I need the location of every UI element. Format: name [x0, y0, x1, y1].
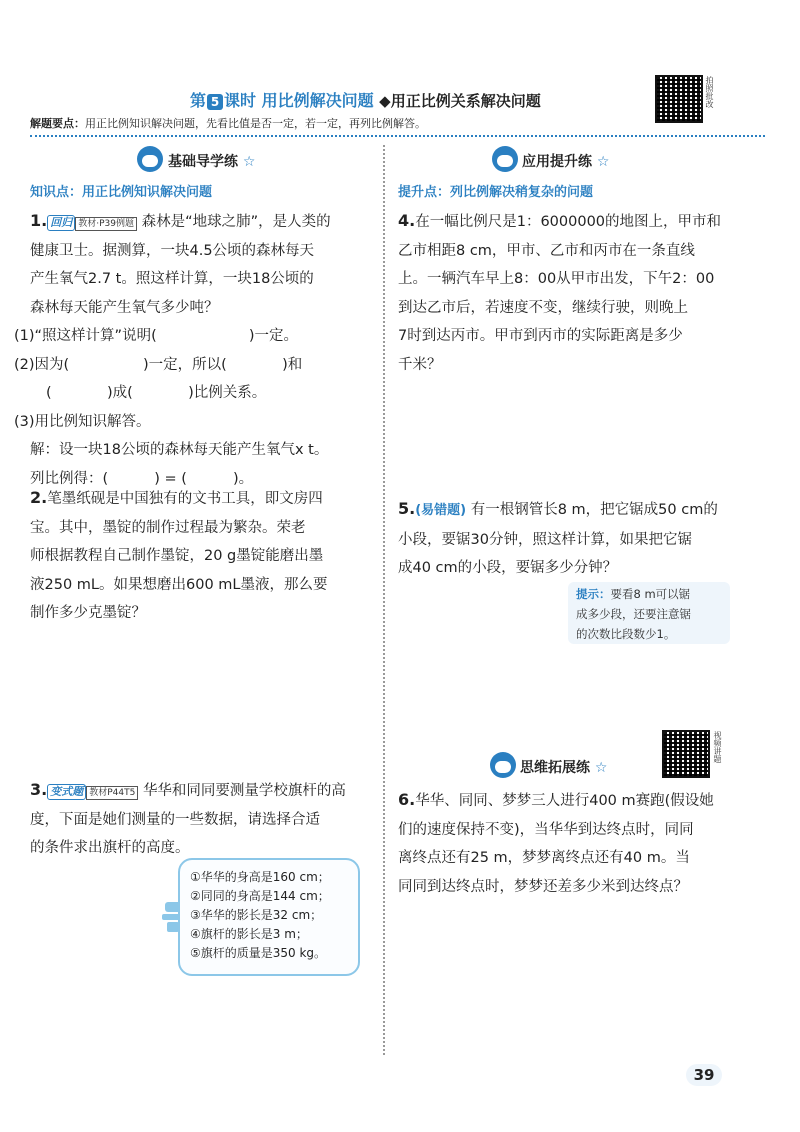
- question-4: [398, 207, 768, 379]
- q1-tag2: 教材·P39例题: [75, 217, 137, 231]
- star-icon: ☆: [594, 760, 608, 776]
- data-item-4: ④旗杆的影长是3 m；: [190, 927, 308, 941]
- q1-sub-2a: (2)因为( )一定，所以( )和: [14, 356, 303, 373]
- q3-tag: 变式题: [47, 784, 86, 800]
- q1-text-1: 森林是“地球之肺”，是人类的: [141, 214, 331, 230]
- q1-solution-2: 列比例得：( ) = ( )。: [30, 470, 254, 487]
- lesson-subtitle: ◆用正比例关系解决问题: [379, 92, 541, 110]
- q1-text-4: 森林每天能产生氧气多少吨？: [30, 299, 219, 316]
- column-divider: [383, 145, 385, 1055]
- section-title-apply-text: 应用提升练: [522, 154, 592, 170]
- q2-text-5: 制作多少克墨锭？: [30, 605, 146, 621]
- improvement-point: 提升点：列比例解决稍复杂的问题: [398, 185, 594, 200]
- data-item-2: ②同同的身高是144 cm；: [190, 889, 330, 903]
- section-title-basic-text: 基础导学练: [168, 154, 238, 170]
- q4-text-3: 上。一辆汽车早上8：00从甲市出发，下午2：00: [398, 271, 715, 287]
- q5-number: 5.: [398, 499, 416, 518]
- q2-number: 2.: [30, 488, 48, 507]
- question-3: [30, 776, 375, 863]
- qr-label-grade: 拍照批改: [705, 76, 714, 108]
- q3-tag2: 教材P44T5: [86, 786, 138, 800]
- q6-text-1: 华华、同同、梦梦三人进行400 m赛跑(假设她: [415, 793, 714, 809]
- q1-tag: 回归: [47, 215, 75, 231]
- section-title-extend: [520, 757, 607, 777]
- q2-text-4: 液250 mL。如果想磨出600 mL墨液，那么要: [30, 576, 328, 593]
- solution-tip: [30, 115, 765, 137]
- tip-text: 用正比例知识解决问题，先看比值是否一定，若一定，再列比例解答。: [85, 117, 426, 130]
- qr-label-video: 视频讲题: [713, 731, 722, 763]
- q3-number: 3.: [30, 780, 48, 799]
- q2-text-2: 宝。其中，墨锭的制作过程最为繁杂。荣老: [30, 519, 306, 536]
- q4-text-2: 乙市相距8 cm，甲市、乙市和丙市在一条直线: [398, 242, 695, 259]
- q6-text-3: 离终点还有25 m，梦梦离终点还有40 m。当: [398, 850, 690, 866]
- q5-text-1: 有一根钢管长8 m，把它锯成50 cm的: [470, 502, 718, 518]
- mascot-icon: [490, 752, 516, 778]
- q6-text-2: 们的速度保持不变)，当华华到达终点时，同同: [398, 821, 694, 838]
- lesson-number-badge: 5: [207, 94, 223, 110]
- q4-text-1: 在一幅比例尺是1：6000000的地图上，甲市和: [415, 214, 722, 230]
- q2-text-1: 笔墨纸砚是中国独有的文书工具，即文房四: [47, 491, 323, 507]
- q6-text-4: 同同到达终点时，梦梦还差多少米到达终点？: [398, 878, 688, 895]
- q4-text-6: 千米？: [398, 356, 442, 373]
- q1-line-1: [30, 207, 375, 237]
- hint-label: 提示：: [576, 587, 611, 601]
- q4-number: 4.: [398, 211, 416, 230]
- qr-code-video-icon[interactable]: [662, 730, 710, 778]
- q3-text-1: 华华和同同要测量学校旗杆的高: [142, 783, 346, 799]
- q1-sub-3: (3)用比例知识解答。: [14, 413, 151, 430]
- q3-text-2: 度，下面是她们测量的一些数据，请选择合适: [30, 811, 320, 828]
- q5-text-3: 成40 cm的小段，要锯多少分钟？: [398, 560, 618, 576]
- lesson-prefix: 第: [190, 91, 207, 110]
- data-item-5: ⑤旗杆的质量是350 kg。: [190, 946, 327, 960]
- data-item-3: ③华华的影长是32 cm；: [190, 908, 323, 922]
- q1-number: 1.: [30, 211, 48, 230]
- question-5: [398, 495, 768, 583]
- q6-number: 6.: [398, 790, 416, 809]
- knowledge-point: 知识点：用正比例知识解决问题: [30, 185, 213, 200]
- question-6: [398, 786, 768, 901]
- data-item-1: ①华华的身高是160 cm；: [190, 870, 330, 884]
- q2-text-3: 师根据教程自己制作墨锭，20 g墨锭能磨出墨: [30, 548, 324, 564]
- star-icon: ☆: [242, 154, 256, 170]
- mascot-icon: [137, 146, 163, 172]
- question-2: [30, 484, 375, 628]
- q4-text-5: 7时到达丙市。甲市到丙市的实际距离是多少: [398, 328, 683, 344]
- q5-tag: (易错题): [415, 503, 467, 518]
- hint-text-3: 的次数比段数少1。: [576, 627, 676, 641]
- q1-text-3: 产生氧气2.7 t。照这样计算，一块18公顷的: [30, 271, 314, 287]
- lesson-title: [190, 88, 541, 111]
- hint-text-2: 成多少段，还要注意锯: [576, 607, 691, 621]
- measurement-data-box: [178, 858, 360, 976]
- hint-text-1: 要看8 m可以锯: [610, 587, 691, 601]
- section-title-apply: [522, 151, 609, 171]
- tip-label: 解题要点：: [30, 117, 85, 130]
- q4-text-4: 到达乙市后，若速度不变，继续行驶，则晚上: [398, 299, 688, 316]
- star-icon: ☆: [596, 154, 610, 170]
- q3-text-3: 的条件求出旗杆的高度。: [30, 840, 190, 856]
- q1-sub-1: (1)“照这样计算”说明( )一定。: [14, 328, 299, 344]
- section-title-extend-text: 思维拓展练: [520, 760, 590, 776]
- question-1: [14, 207, 375, 493]
- hint-box: [568, 582, 730, 644]
- q1-sub-2b: ( )成( )比例关系。: [46, 385, 267, 401]
- q5-text-2: 小段，要锯30分钟，照这样计算，如果把它锯: [398, 531, 692, 548]
- section-title-basic: [168, 151, 255, 171]
- lesson-title-text: 课时 用比例解决问题: [224, 91, 374, 110]
- q1-solution-1: 解：设一块18公顷的森林每天能产生氧气x t。: [30, 442, 329, 458]
- mascot-icon: [492, 146, 518, 172]
- page-number: 39: [686, 1064, 722, 1086]
- q1-text-2: 健康卫士。据测算，一块4.5公顷的森林每天: [30, 242, 315, 259]
